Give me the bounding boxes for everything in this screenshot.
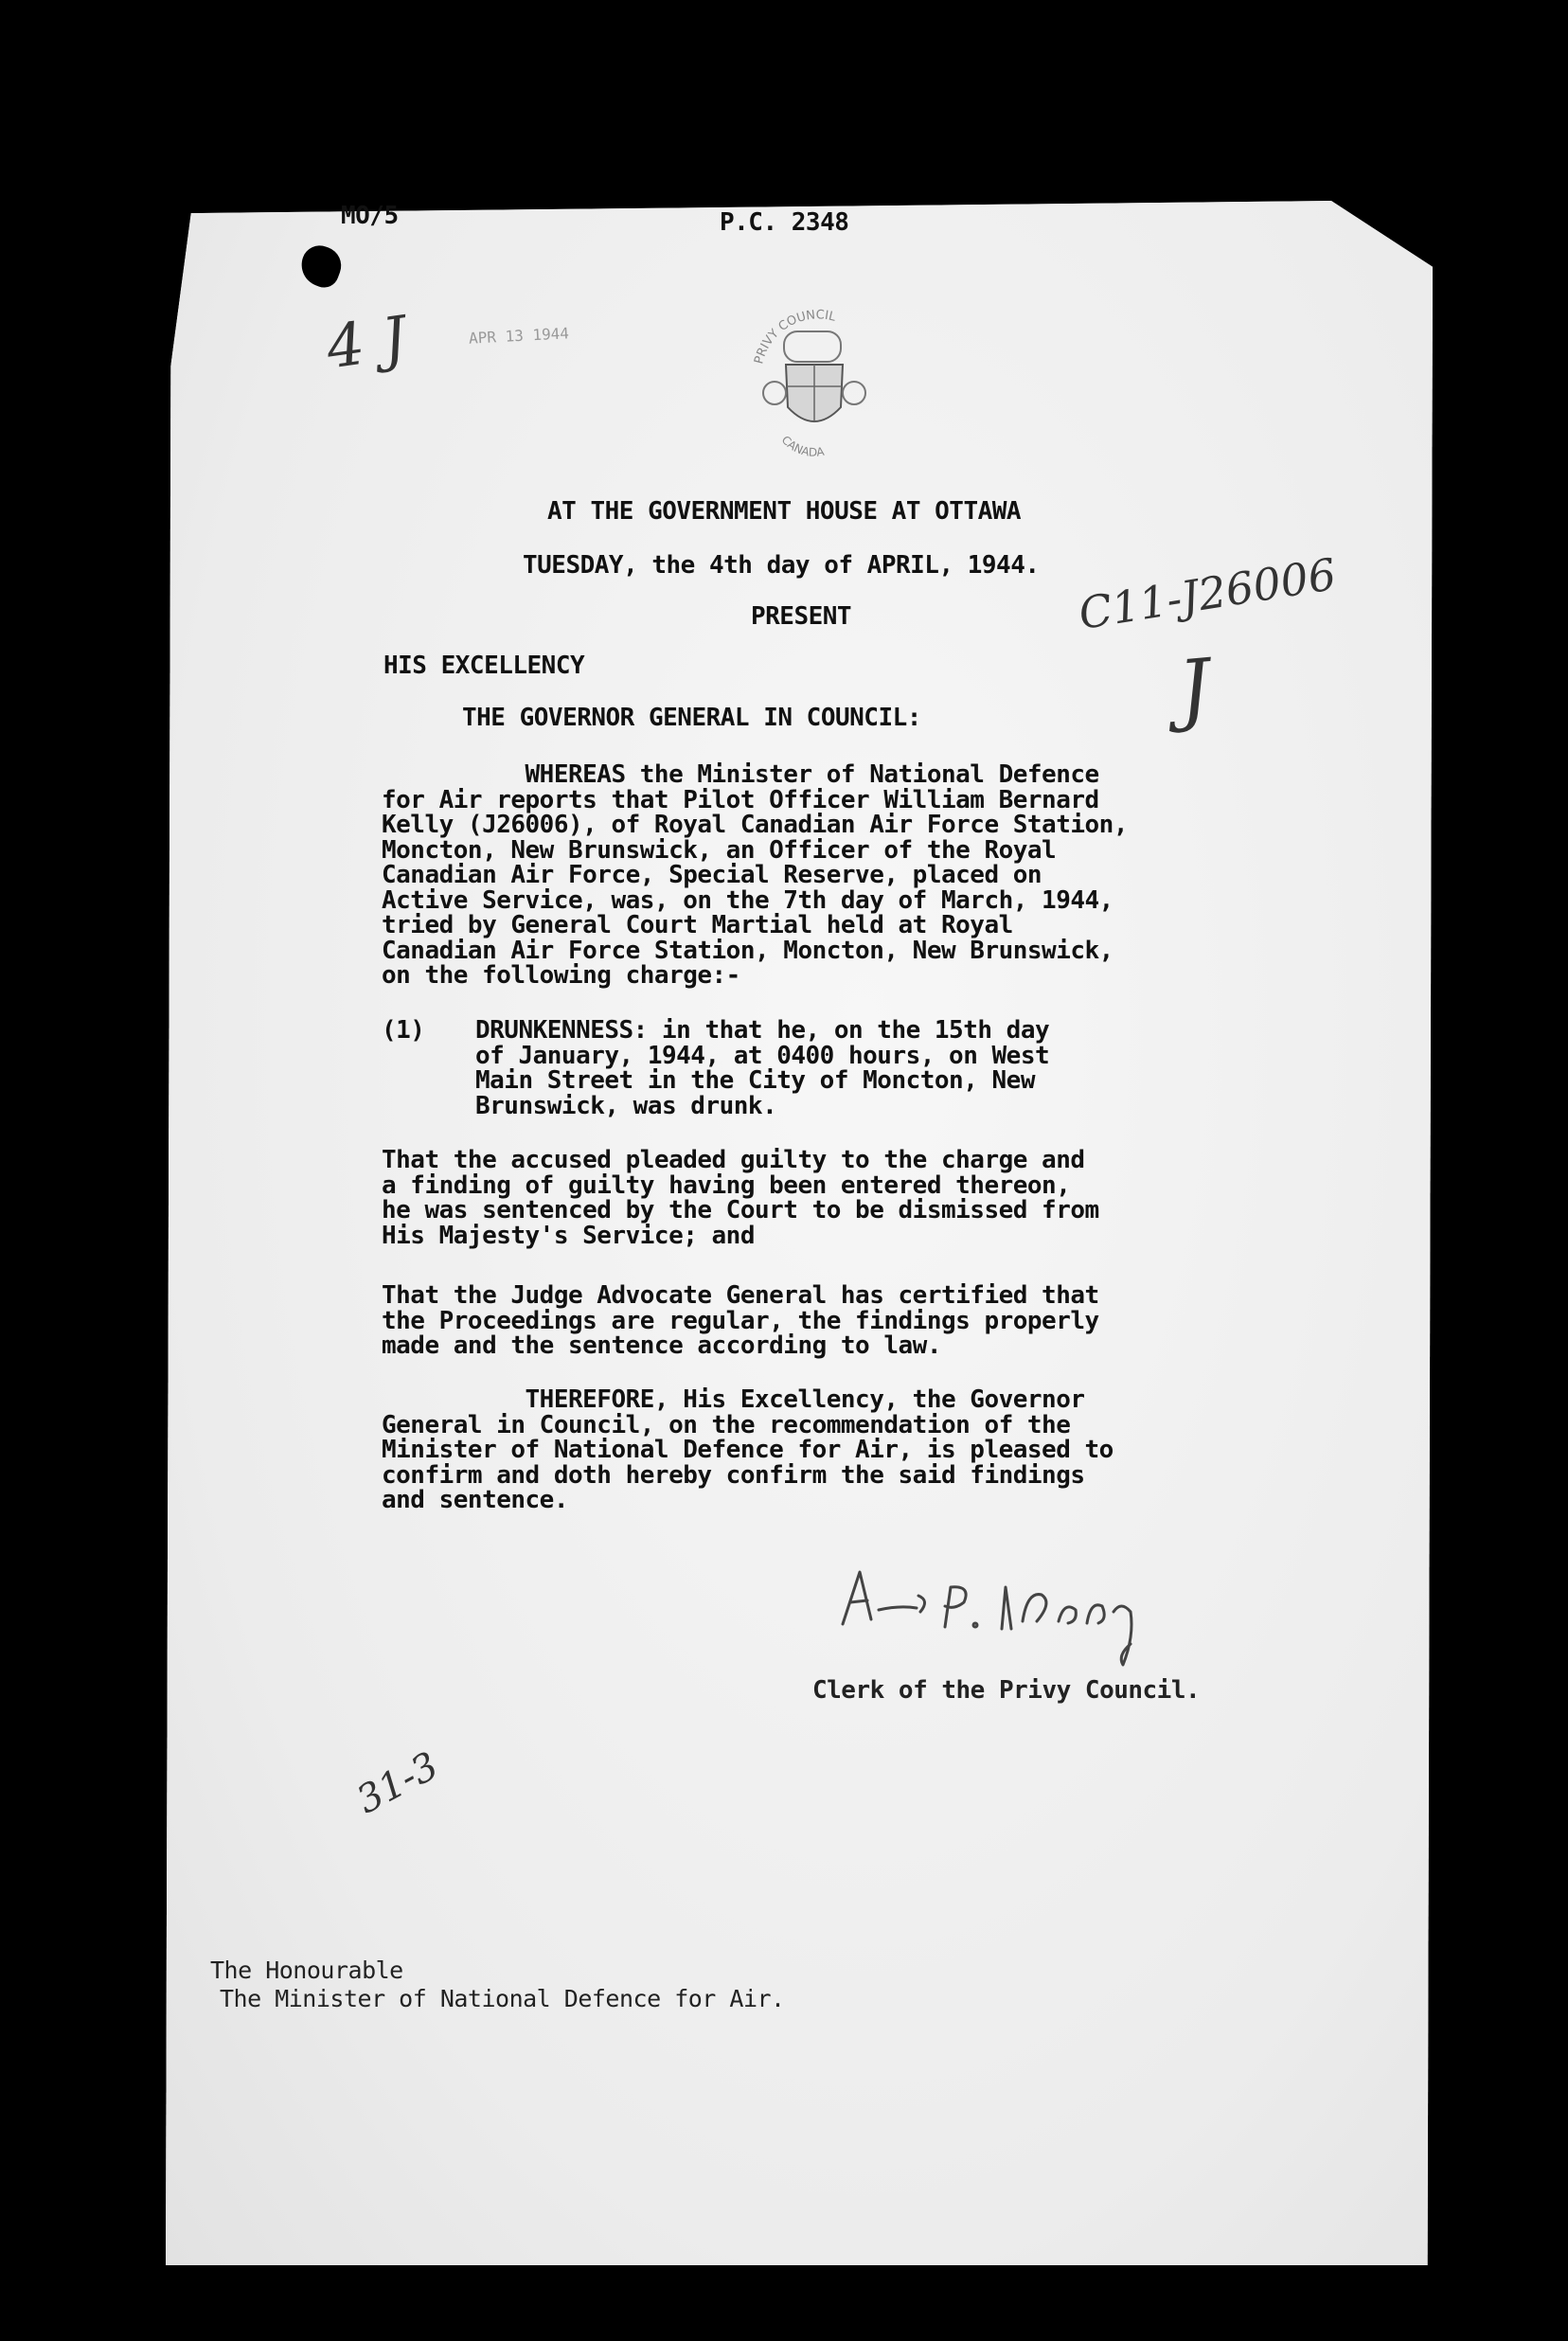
addressee-line-1: The Honourable — [210, 1957, 403, 1984]
file-code: MO/5 — [341, 202, 399, 230]
handwritten-signature — [833, 1553, 1250, 1676]
text-line: and sentence. — [382, 1486, 568, 1514]
date-line: TUESDAY, the 4th day of APRIL, 1944. — [523, 551, 1040, 580]
charge-number: (1) — [382, 1016, 425, 1045]
text-line: Active Service, was, on the 7th day of March, 1944, — [382, 885, 1114, 915]
text-line: the Proceedings are regular, the findings properly — [382, 1306, 1099, 1335]
text-line: His Majesty's Service; and — [382, 1221, 755, 1250]
folio-mark: 4 J — [322, 302, 411, 383]
text-line: General in Council, on the recommendation of the — [382, 1410, 1071, 1439]
clerk-title: Clerk of the Privy Council. — [812, 1676, 1201, 1705]
text-line: he was sentenced by the Court to be dismissed from — [382, 1196, 1099, 1224]
handwritten-file-ref: C11-J26006 — [1075, 547, 1340, 640]
governor-general-line: THE GOVERNOR GENERAL IN COUNCIL: — [462, 704, 921, 732]
text-line: Moncton, New Brunswick, an Officer of the Royal — [382, 835, 1057, 865]
seal-top-text: PRIVY COUNCIL — [752, 308, 838, 366]
text-line: DRUNKENNESS: in that he, on the 15th day — [475, 1016, 1050, 1045]
text-line: THEREFORE, His Excellency, the Governor — [382, 1385, 1085, 1414]
text-line: tried by General Court Martial held at Royal — [382, 911, 1013, 939]
text-line: That the Judge Advocate General has certified that — [382, 1281, 1099, 1310]
text-line: Brunswick, was drunk. — [475, 1091, 777, 1120]
text-line: made and the sentence according to law. — [382, 1331, 941, 1360]
text-line: confirm and doth hereby confirm the said findings — [382, 1460, 1085, 1490]
his-excellency: HIS EXCELLENCY — [383, 652, 585, 680]
received-stamp: APR 13 1944 — [468, 324, 570, 348]
text-line: Canadian Air Force, Special Reserve, placed on — [382, 861, 1042, 889]
text-line: a finding of guilty having been entered thereon, — [382, 1170, 1071, 1200]
text-line: Main Street in the City of Moncton, New — [475, 1066, 1035, 1095]
present-heading: PRESENT — [751, 602, 852, 631]
privy-council-seal-icon — [748, 275, 881, 464]
text-line: for Air reports that Pilot Officer William Bernard — [382, 785, 1099, 814]
text-line: of January, 1944, at 0400 hours, on West — [475, 1041, 1050, 1070]
handwritten-marginal-number: 31-3 — [349, 1743, 446, 1823]
svg-text:PRIVY COUNCIL — [752, 308, 838, 366]
place-line: AT THE GOVERNMENT HOUSE AT OTTAWA — [547, 497, 1022, 526]
text-line: Minister of National Defence for Air, is pleased to — [382, 1436, 1114, 1464]
text-line: Kelly (J26006), of Royal Canadian Air Force Station, — [382, 811, 1128, 839]
svg-text:CANADA — [779, 433, 827, 458]
text-line: That the accused pleaded guilty to the charge and — [382, 1146, 1085, 1174]
text-line: WHEREAS the Minister of National Defence — [382, 760, 1099, 789]
text-line: Canadian Air Force Station, Moncton, New Brunswick, — [382, 936, 1114, 965]
order-number: P.C. 2348 — [720, 208, 849, 237]
handwritten-initials: J — [1174, 642, 1214, 736]
addressee-line-2: The Minister of National Defence for Air. — [220, 1985, 785, 2012]
text-line: on the following charge:- — [382, 961, 740, 990]
seal-bottom-text: CANADA — [778, 433, 826, 459]
